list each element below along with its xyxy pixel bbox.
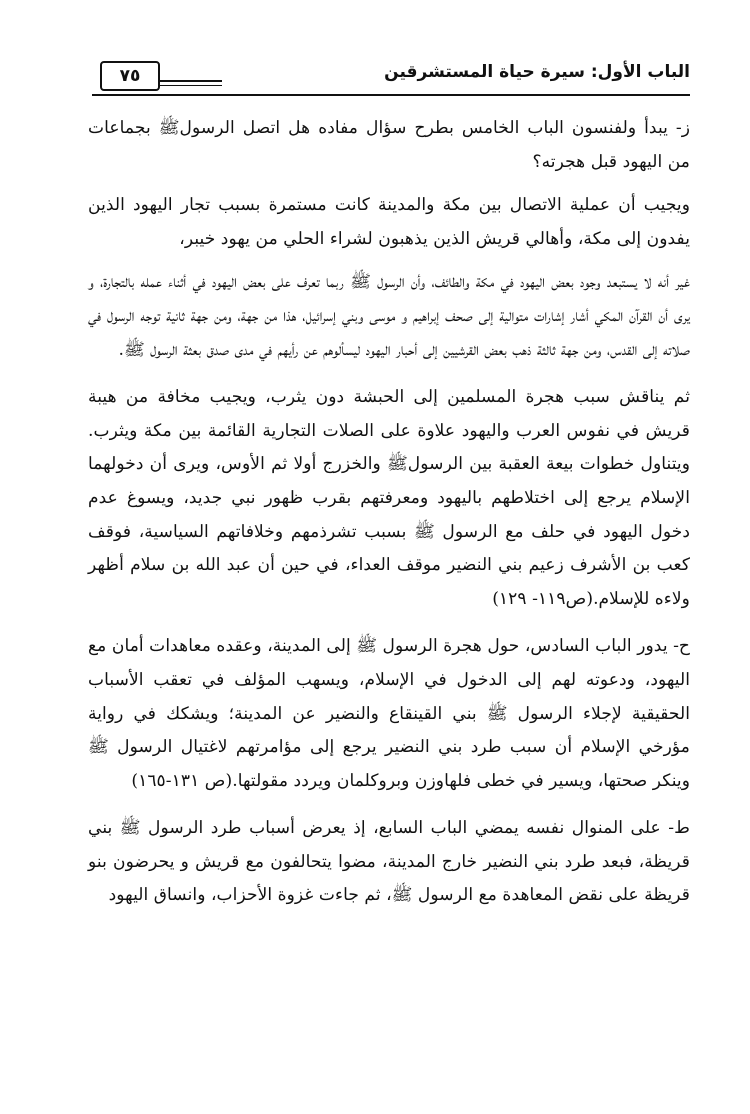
page-number: ٧٥	[119, 66, 141, 86]
paragraph-contact: ويجيب أن عملية الاتصال بين مكة والمدينة كانت مستمرة بسبب تجار اليهود الذين يفدون إلى مكة، وأهالي قريش الذين يذهبون لشراء الحلي من يهود خيبر،	[88, 195, 690, 249]
paragraph-mecca-jews: غير أنه لا يستبعد وجود بعض اليهود في مكة والطائف، وأن الرسول ﷺ ربما تعرف على بعض اليهود في أثناء عمله بالتجارة، و يرى أن القرآن المكي أشار إشارات متوالية إلى صحف إبراهيم و موسى وبني إسرائيل، هذا من جهة، ومن جهة ثانية توجه الرسول في صلاته إلى القدس، ومن جهة ثالثة ذهب بعض القرشيين إلى أحبار اليهود ليسألوهم عن رأيهم في مدى صدق بعثة الرسول ﷺ.	[88, 272, 690, 360]
page-header	[90, 58, 690, 96]
paragraph-ha: ح- يدور الباب السادس، حول هجرة الرسول ﷺ إلى المدينة، وعقده معاهدات أمان مع اليهود، ودعوته لهم إلى الدخول في الإسلام، ويسهب المؤلف في تعقب الأسباب الحقيقية لإجلاء الرسول ﷺ بني القينقاع والنضير عن المدينة؛ ويشكك في رواية مؤرخي الإسلام أن سبب طرد بني النضير يرجع إلى مؤامرتهم لاغتيال الرسول ﷺ وينكر صحتها، ويسير في خطى فلهاوزن وبروكلمان ويردد مقولتها.(ص ١٣١-١٦٥)	[88, 636, 690, 791]
body-text	[88, 112, 690, 927]
header-rule	[92, 94, 690, 96]
page-number-box	[100, 61, 160, 91]
header-ornament-rule-thin	[160, 85, 222, 86]
paragraph-abyssinia: ثم يناقش سبب هجرة المسلمين إلى الحبشة دون يثرب، ويجيب مخافة من هيبة قريش في نفوس العرب واليهود علاوة على الصلات التجارية القائمة بين مكة ويثرب. ويتناول خطوات بيعة العقبة بين الرسولﷺ والخزرج أولا ثم الأوس، ويرى أن دخولهما الإسلام يرجع إلى اختلاطهم باليهود ومعرفتهم بقرب ظهور نبي جديد، ويسوغ عدم دخول اليهود في حلف مع الرسول ﷺ بسبب تشرذمهم وخلافاتهم السياسية، فوقف كعب بن الأشرف زعيم بني النضير موقف العداء، في حين أن عبد الله بن سلام أظهر ولاءه للإسلام.(ص١١٩- ١٢٩)	[88, 387, 690, 609]
paragraph-zay: ز- يبدأ ولفنسون الباب الخامس بطرح سؤال مفاده هل اتصل الرسولﷺ بجماعات من اليهود قبل هجرته؟	[88, 118, 690, 172]
paragraph-ta: ط- على المنوال نفسه يمضي الباب السابع، إذ يعرض أسباب طرد الرسول ﷺ بني قريظة، فبعد طرد بني النضير خارج المدينة، مضوا يتحالفون مع قريش و يحرضون بنو قريظة على نقض المعاهدة مع الرسول ﷺ، ثم جاءت غزوة الأحزاب، وانساق اليهود	[88, 818, 690, 906]
running-header-title: الباب الأول: سيرة حياة المستشرقين	[384, 62, 690, 82]
header-ornament-rule	[160, 80, 222, 82]
